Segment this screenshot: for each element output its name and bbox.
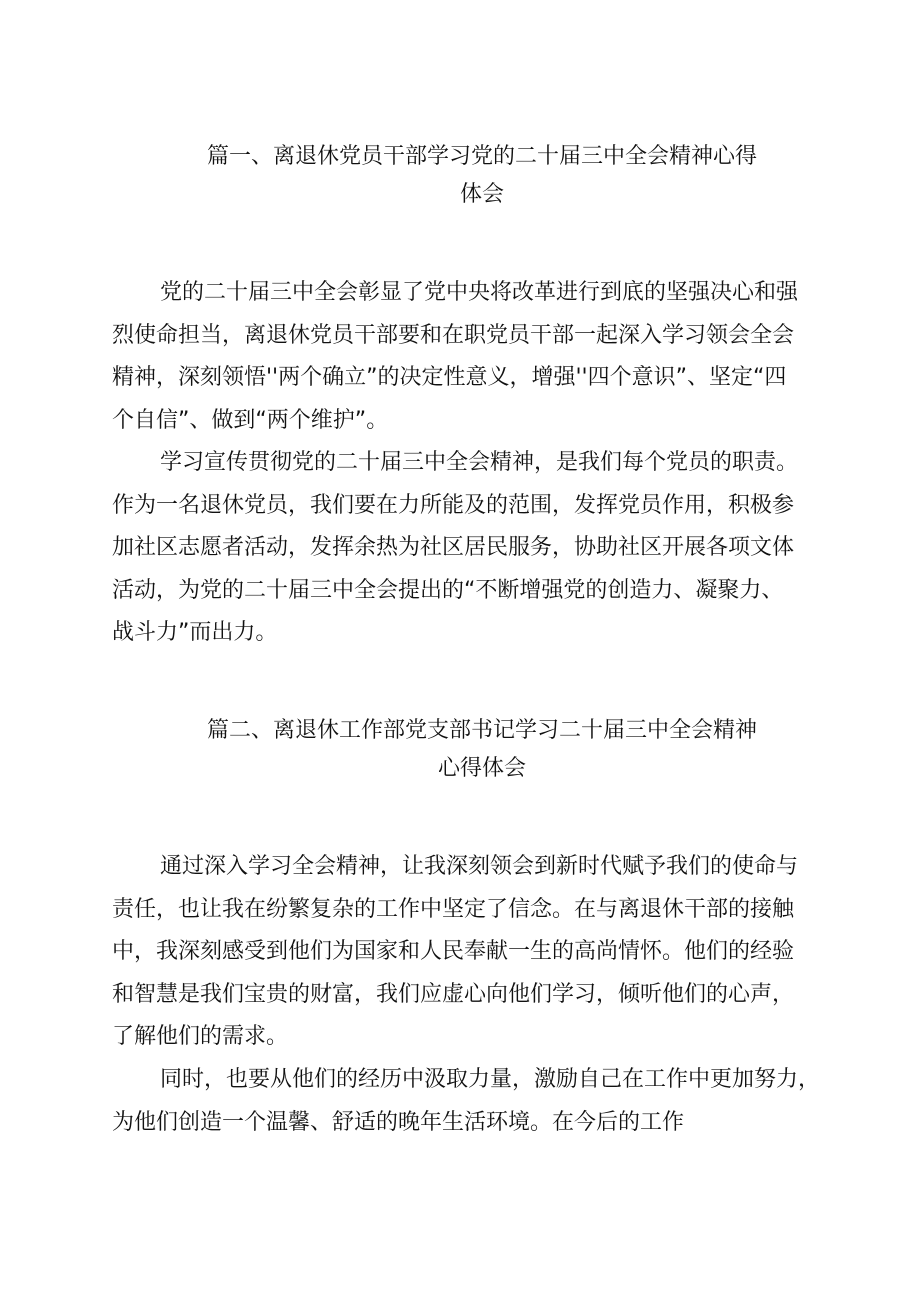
paragraph-line: 为他们创造一个温馨、舒适的晚年生活环境。在今后的工作 [112,1109,685,1135]
section2-paragraph-2 [112,1059,856,1144]
paragraph-line: 通过深入学习全会精神，让我深刻领会到新时代赋予我们的使命与 [160,854,799,879]
section2-title-line-2: 心得体会 [437,756,526,781]
section1-title-line-2: 体会 [459,182,504,207]
paragraph-line: 烈使命担当，离退休党员干部要和在职党员干部一起深入学习领会全会 [112,322,795,348]
paragraph-line: 和智慧是我们宝贵的财富，我们应虚心向他们学习，倾听他们的心声， [112,981,795,1007]
paragraph-line: 了解他们的需求。 [112,1024,289,1049]
paragraph-line: 责任，也让我在纷繁复杂的工作中坚定了信念。在与离退休干部的接触 [112,896,795,922]
paragraph-line: 党的二十届三中全会彰显了党中央将改革进行到底的坚强决心和强 [160,280,799,305]
paragraph-line: 个自信”、做到“两个维护”。 [112,407,389,433]
section2-paragraph-1 [112,846,856,1059]
paragraph-line: 同时，也要从他们的经历中汲取力量，激励自己在工作中更加努力， [160,1067,821,1092]
section1-title-line-1: 篇一、离退休党员干部学习党的二十届三中全会精神心得 [206,144,757,169]
section2-title-line-1: 篇二、离退休工作部党支部书记学习二十届三中全会精神 [206,718,757,743]
section1-paragraph-2 [112,442,856,655]
paragraph-line: 战斗力”而出力。 [112,620,278,645]
paragraph-line: 加社区志愿者活动，发挥余热为社区居民服务，协助社区开展各项文体 [112,535,795,560]
paragraph-line: 活动，为党的二十届三中全会提出的“不断增强党的创造力、凝聚力、 [112,577,784,603]
section1-paragraph-1 [112,272,856,442]
paragraph-line: 学习宣传贯彻党的二十届三中全会精神，是我们每个党员的职责。 [160,450,799,475]
paragraph-line: 精神，深刻领悟''两个确立”的决定性意义，增强''四个意识”、坚定“四 [112,365,787,390]
paragraph-line: 中，我深刻感受到他们为国家和人民奉献一生的高尚情怀。他们的经验 [112,939,795,964]
section2-title [110,712,854,788]
section1-title [110,138,854,214]
paragraph-line: 作为一名退休党员，我们要在力所能及的范围，发挥党员作用，积极参 [112,492,795,518]
